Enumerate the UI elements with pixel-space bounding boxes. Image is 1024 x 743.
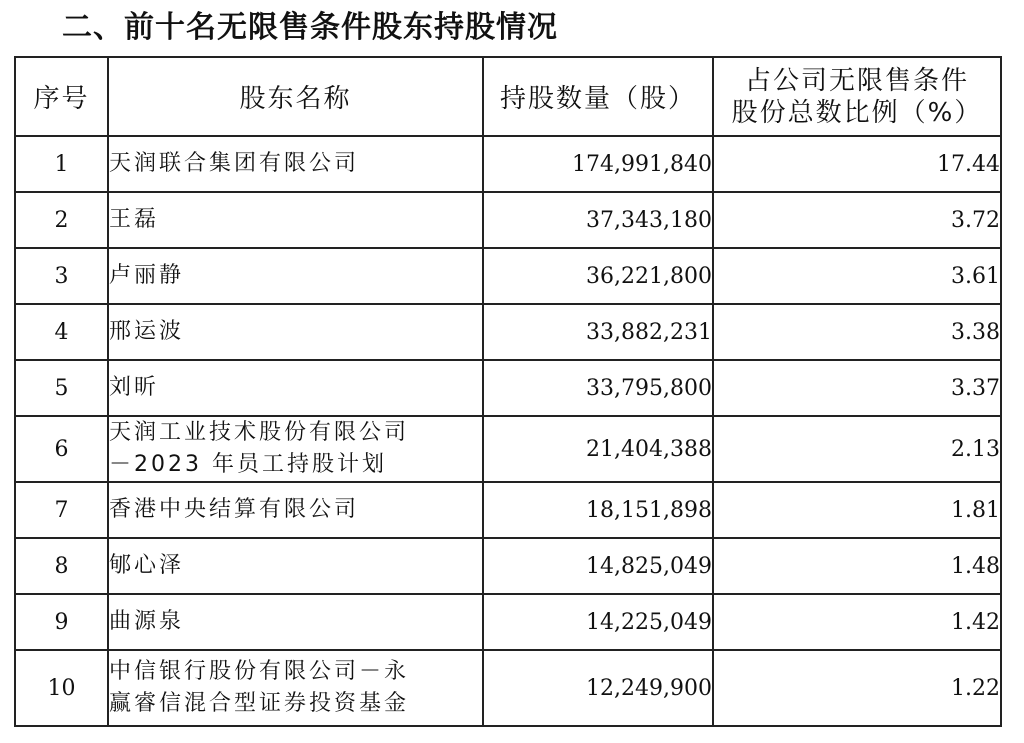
cell-name-line1: 刘昕 — [109, 375, 160, 400]
cell-ratio: 17.44 — [713, 136, 1001, 192]
cell-seq: 3 — [15, 248, 108, 304]
cell-name — [108, 192, 483, 248]
table-row — [15, 482, 1001, 538]
cell-name — [108, 136, 483, 192]
cell-name — [108, 304, 483, 360]
header-ratio-line1: 占公司无限售条件 — [744, 65, 969, 96]
cell-ratio: 2.13 — [713, 416, 1001, 482]
cell-shares: 14,825,049 — [483, 538, 713, 594]
cell-shares: 36,221,800 — [483, 248, 713, 304]
cell-shares: 33,882,231 — [483, 304, 713, 360]
table-row — [15, 594, 1001, 650]
cell-name-line2: －2023 年员工持股计划 — [109, 452, 387, 477]
cell-name-line1: 天润工业技术股份有限公司 — [109, 420, 410, 445]
cell-name — [108, 650, 483, 726]
cell-name-line1: 卢丽静 — [109, 263, 185, 288]
cell-name-line1: 曲源泉 — [109, 609, 185, 634]
table-header-row — [15, 57, 1001, 136]
cell-ratio: 1.22 — [713, 650, 1001, 726]
cell-ratio: 3.72 — [713, 192, 1001, 248]
cell-shares: 12,249,900 — [483, 650, 713, 726]
cell-name — [108, 416, 483, 482]
cell-ratio: 3.61 — [713, 248, 1001, 304]
cell-seq: 5 — [15, 360, 108, 416]
cell-name-line1: 香港中央结算有限公司 — [109, 497, 360, 522]
header-shares: 持股数量（股） — [483, 57, 713, 136]
cell-name-line1: 中信银行股份有限公司－永 — [109, 659, 410, 684]
cell-name — [108, 538, 483, 594]
cell-seq: 4 — [15, 304, 108, 360]
cell-name — [108, 360, 483, 416]
cell-shares: 33,795,800 — [483, 360, 713, 416]
cell-shares: 21,404,388 — [483, 416, 713, 482]
cell-shares: 37,343,180 — [483, 192, 713, 248]
cell-name-line1: 邢运波 — [109, 319, 185, 344]
table-row — [15, 192, 1001, 248]
cell-name-line2: 赢睿信混合型证券投资基金 — [109, 691, 410, 716]
cell-name-line1: 天润联合集团有限公司 — [109, 151, 360, 176]
table-row — [15, 136, 1001, 192]
cell-name — [108, 482, 483, 538]
cell-ratio: 3.37 — [713, 360, 1001, 416]
table-row — [15, 650, 1001, 726]
cell-name-line1: 王磊 — [109, 207, 160, 232]
cell-name — [108, 594, 483, 650]
cell-name — [108, 248, 483, 304]
cell-ratio: 3.38 — [713, 304, 1001, 360]
cell-name-line1: 郇心泽 — [109, 553, 185, 578]
header-ratio-line2: 股份总数比例（%） — [731, 97, 983, 128]
cell-shares: 174,991,840 — [483, 136, 713, 192]
cell-seq: 6 — [15, 416, 108, 482]
cell-seq: 8 — [15, 538, 108, 594]
header-seq: 序号 — [15, 57, 108, 136]
cell-seq: 1 — [15, 136, 108, 192]
table-row — [15, 360, 1001, 416]
cell-ratio: 1.81 — [713, 482, 1001, 538]
top-ten-shareholders-table — [14, 56, 1002, 727]
cell-seq: 9 — [15, 594, 108, 650]
header-name: 股东名称 — [108, 57, 483, 136]
table-row — [15, 248, 1001, 304]
cell-shares: 14,225,049 — [483, 594, 713, 650]
cell-seq: 10 — [15, 650, 108, 726]
cell-seq: 7 — [15, 482, 108, 538]
cell-shares: 18,151,898 — [483, 482, 713, 538]
table-row — [15, 304, 1001, 360]
table-row — [15, 538, 1001, 594]
header-ratio — [713, 57, 1001, 136]
cell-ratio: 1.42 — [713, 594, 1001, 650]
cell-seq: 2 — [15, 192, 108, 248]
table-row — [15, 416, 1001, 482]
cell-ratio: 1.48 — [713, 538, 1001, 594]
section-title: 二、前十名无限售条件股东持股情况 — [62, 10, 558, 45]
